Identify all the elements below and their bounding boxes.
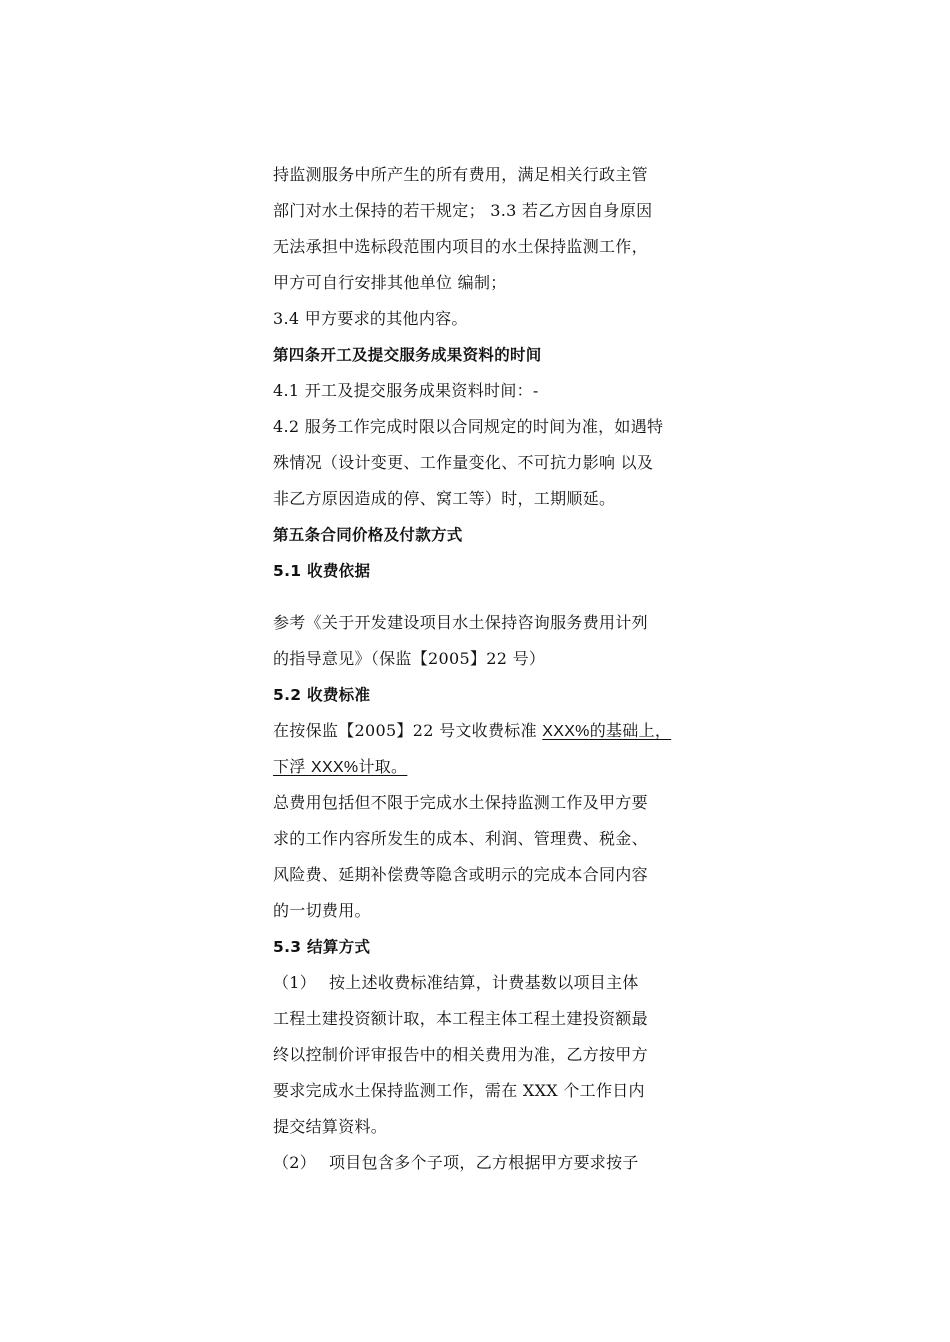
paragraph-line: 持监测服务中所产生的所有费用，满足相关行政主管	[273, 165, 648, 184]
paragraph-line: 甲方可自行安排其他单位 编制；	[273, 273, 507, 292]
paragraph-line: 求的工作内容所发生的成本、利润、管理费、税金、	[273, 829, 648, 848]
list-marker: （1）	[273, 973, 317, 992]
paragraph-line: 4.1 开工及提交服务成果资料时间：-	[273, 381, 539, 400]
paragraph-line: 总费用包括但不限于完成水土保持监测工作及甲方要	[273, 793, 648, 812]
underlined-text	[273, 757, 407, 776]
paragraph-line: 殊情况（设计变更、工作量变化、不可抗力影响 以及	[273, 453, 654, 472]
spacer	[273, 589, 683, 605]
text-segment: 按上述收费标准结算，计费基数以项目主体	[329, 973, 639, 992]
underlined-text	[542, 721, 671, 740]
paragraph-line: 参考《关于开发建设项目水土保持咨询服务费用计列	[273, 613, 648, 632]
paragraph-line: 终以控制价评审报告中的相关费用为准，乙方按甲方	[273, 1045, 648, 1064]
placeholder-text: XXX%计取。	[311, 759, 408, 776]
list-marker: （2）	[273, 1153, 317, 1172]
paragraph-line: 无法承担中选标段范围内项目的水土保持监测工作，	[273, 237, 648, 256]
subheading-5-2: 5.2 收费标准	[273, 686, 371, 704]
paragraph-line: 3.4 甲方要求的其他内容。	[273, 309, 468, 328]
text-segment: 下浮	[273, 757, 311, 776]
document-page	[273, 157, 683, 1181]
placeholder-text: XXX%的基础上，	[542, 723, 672, 740]
paragraph-line: 4.2 服务工作完成时限以合同规定的时间为准，如遇特	[273, 417, 664, 436]
paragraph-line	[273, 1145, 683, 1181]
paragraph-line: 风险费、延期补偿费等隐含或明示的完成本合同内容	[273, 865, 648, 884]
subheading-5-3: 5.3 结算方式	[273, 938, 371, 956]
text-segment: 在按保监【2005】22 号文收费标准	[273, 721, 543, 740]
paragraph-line: 部门对水土保持的若干规定； 3.3 若乙方因自身原因	[273, 201, 653, 220]
section-heading-4: 第四条开工及提交服务成果资料的时间	[273, 346, 542, 364]
paragraph-line	[273, 713, 683, 749]
text-segment: 项目包含多个子项，乙方根据甲方要求按子	[329, 1153, 639, 1172]
paragraph-line: 要求完成水土保持监测工作，需在 XXX 个工作日内	[273, 1081, 645, 1100]
subheading-5-1: 5.1 收费依据	[273, 562, 371, 580]
paragraph-line: 提交结算资料。	[273, 1117, 388, 1136]
paragraph-line: 工程土建投资额计取，本工程主体工程土建投资额最	[273, 1009, 648, 1028]
paragraph-line: 非乙方原因造成的停、窝工等）时，工期顺延。	[273, 489, 616, 508]
paragraph-line	[273, 965, 683, 1001]
paragraph-line	[273, 749, 683, 785]
section-heading-5: 第五条合同价格及付款方式	[273, 526, 463, 544]
paragraph-line: 的指导意见》（保监【2005】22 号）	[273, 649, 546, 668]
paragraph-line: 的一切费用。	[273, 901, 371, 920]
